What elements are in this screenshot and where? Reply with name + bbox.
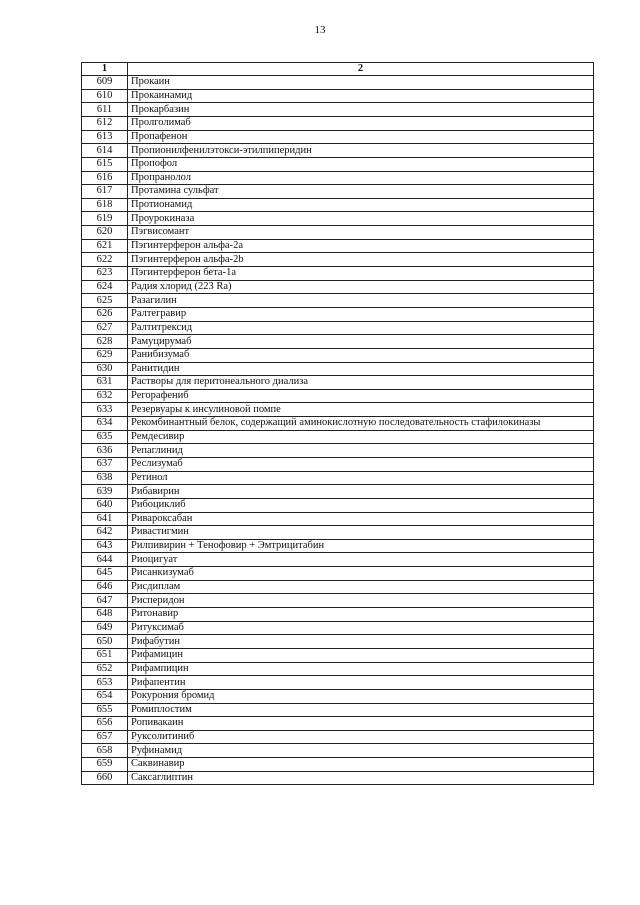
row-number-cell: 638 xyxy=(82,471,128,485)
row-number-cell: 639 xyxy=(82,485,128,499)
row-number-cell: 630 xyxy=(82,362,128,376)
table-row xyxy=(82,580,594,594)
row-number-cell: 656 xyxy=(82,717,128,731)
drug-name-cell: Прокаин xyxy=(128,76,594,90)
table-row xyxy=(82,307,594,321)
table-row xyxy=(82,362,594,376)
row-number-cell: 628 xyxy=(82,335,128,349)
table-row xyxy=(82,676,594,690)
row-number-cell: 615 xyxy=(82,157,128,171)
table-row xyxy=(82,253,594,267)
table-row xyxy=(82,635,594,649)
drug-name-cell: Пропофол xyxy=(128,157,594,171)
row-number-cell: 614 xyxy=(82,144,128,158)
drug-name-cell: Саквинавир xyxy=(128,758,594,772)
row-number-cell: 631 xyxy=(82,376,128,390)
drug-name-cell: Рисдиплам xyxy=(128,580,594,594)
table-row xyxy=(82,212,594,226)
table-row xyxy=(82,703,594,717)
drug-name-cell: Ритонавир xyxy=(128,608,594,622)
row-number-cell: 636 xyxy=(82,444,128,458)
row-number-cell: 652 xyxy=(82,662,128,676)
drug-name-cell: Рокурония бромид xyxy=(128,689,594,703)
row-number-cell: 645 xyxy=(82,567,128,581)
table-row xyxy=(82,144,594,158)
drug-name-cell: Рибоциклиб xyxy=(128,498,594,512)
row-number-cell: 616 xyxy=(82,171,128,185)
table-row xyxy=(82,89,594,103)
drug-name-cell: Ретинол xyxy=(128,471,594,485)
row-number-cell: 640 xyxy=(82,498,128,512)
row-number-cell: 643 xyxy=(82,539,128,553)
table-row xyxy=(82,335,594,349)
row-number-cell: 657 xyxy=(82,730,128,744)
row-number-cell: 651 xyxy=(82,648,128,662)
table-row xyxy=(82,280,594,294)
row-number-cell: 629 xyxy=(82,348,128,362)
row-number-cell: 650 xyxy=(82,635,128,649)
row-number-cell: 624 xyxy=(82,280,128,294)
page-number: 13 xyxy=(314,24,326,36)
drug-name-cell: Пэгвисомант xyxy=(128,226,594,240)
table-row xyxy=(82,321,594,335)
drug-name-cell: Риоцигуат xyxy=(128,553,594,567)
row-number-cell: 653 xyxy=(82,676,128,690)
table-row xyxy=(82,376,594,390)
table-row xyxy=(82,130,594,144)
table-row xyxy=(82,458,594,472)
table-row xyxy=(82,185,594,199)
drug-name-cell: Проурокиназа xyxy=(128,212,594,226)
drug-name-cell: Радия хлорид (223 Ra) xyxy=(128,280,594,294)
table-row xyxy=(82,417,594,431)
drug-name-cell: Репаглинид xyxy=(128,444,594,458)
drug-name-cell: Руксолитиниб xyxy=(128,730,594,744)
row-number-cell: 623 xyxy=(82,267,128,281)
row-number-cell: 642 xyxy=(82,526,128,540)
table-row xyxy=(82,662,594,676)
row-number-cell: 609 xyxy=(82,76,128,90)
row-number-cell: 658 xyxy=(82,744,128,758)
table-row xyxy=(82,348,594,362)
drug-name-cell: Ранибизумаб xyxy=(128,348,594,362)
drug-name-cell: Рекомбинантный белок, содержащий аминокислотную последовательность стафилокиназы xyxy=(128,417,594,431)
drug-name-cell: Пэгинтерферон альфа-2b xyxy=(128,253,594,267)
drug-name-cell: Растворы для перитонеального диализа xyxy=(128,376,594,390)
drug-name-cell: Ромиплостим xyxy=(128,703,594,717)
table-row xyxy=(82,171,594,185)
table-row xyxy=(82,594,594,608)
drug-name-cell: Рифампицин xyxy=(128,662,594,676)
table-row xyxy=(82,567,594,581)
table-row xyxy=(82,758,594,772)
row-number-cell: 646 xyxy=(82,580,128,594)
row-number-cell: 637 xyxy=(82,458,128,472)
row-number-cell: 632 xyxy=(82,389,128,403)
drug-name-cell: Рифапентин xyxy=(128,676,594,690)
drug-name-cell: Ралтегравир xyxy=(128,307,594,321)
drug-name-cell: Рамуцирумаб xyxy=(128,335,594,349)
drug-name-cell: Рифамицин xyxy=(128,648,594,662)
row-number-cell: 621 xyxy=(82,239,128,253)
drug-name-cell: Рисперидон xyxy=(128,594,594,608)
column-header-name: 2 xyxy=(128,63,594,76)
table-row xyxy=(82,444,594,458)
row-number-cell: 610 xyxy=(82,89,128,103)
drug-name-cell: Пэгинтерферон бета-1а xyxy=(128,267,594,281)
table-row xyxy=(82,553,594,567)
table-row xyxy=(82,471,594,485)
row-number-cell: 659 xyxy=(82,758,128,772)
drug-name-cell: Ранитидин xyxy=(128,362,594,376)
table-body xyxy=(82,76,594,785)
row-number-cell: 655 xyxy=(82,703,128,717)
drug-name-cell: Рисанкизумаб xyxy=(128,567,594,581)
drug-name-cell: Руфинамид xyxy=(128,744,594,758)
row-number-cell: 618 xyxy=(82,198,128,212)
drug-name-cell: Рибавирин xyxy=(128,485,594,499)
table-row xyxy=(82,403,594,417)
drug-name-cell: Реслизумаб xyxy=(128,458,594,472)
table-row xyxy=(82,294,594,308)
drug-name-cell: Ралтитрексид xyxy=(128,321,594,335)
drug-name-cell: Ропивакаин xyxy=(128,717,594,731)
row-number-cell: 612 xyxy=(82,116,128,130)
row-number-cell: 648 xyxy=(82,608,128,622)
table-row xyxy=(82,485,594,499)
drug-name-cell: Пролголимаб xyxy=(128,116,594,130)
drug-name-cell: Пэгинтерферон альфа-2а xyxy=(128,239,594,253)
row-number-cell: 647 xyxy=(82,594,128,608)
row-number-cell: 619 xyxy=(82,212,128,226)
drug-name-cell: Прокарбазин xyxy=(128,103,594,117)
table-row xyxy=(82,157,594,171)
table-row xyxy=(82,76,594,90)
row-number-cell: 641 xyxy=(82,512,128,526)
drug-list-table xyxy=(81,62,594,785)
table-row xyxy=(82,239,594,253)
table-row xyxy=(82,730,594,744)
table-row xyxy=(82,648,594,662)
drug-name-cell: Ривастигмин xyxy=(128,526,594,540)
table-row xyxy=(82,267,594,281)
drug-name-cell: Резервуары к инсулиновой помпе xyxy=(128,403,594,417)
row-number-cell: 626 xyxy=(82,307,128,321)
table-row xyxy=(82,389,594,403)
table-row xyxy=(82,430,594,444)
table-row xyxy=(82,226,594,240)
row-number-cell: 625 xyxy=(82,294,128,308)
row-number-cell: 617 xyxy=(82,185,128,199)
table-row xyxy=(82,103,594,117)
row-number-cell: 654 xyxy=(82,689,128,703)
row-number-cell: 613 xyxy=(82,130,128,144)
drug-name-cell: Пропафенон xyxy=(128,130,594,144)
drug-name-cell: Пропионилфенилэтокси-этилпиперидин xyxy=(128,144,594,158)
drug-name-cell: Рилпивирин + Тенофовир + Эмтрицитабин xyxy=(128,539,594,553)
drug-name-cell: Рифабутин xyxy=(128,635,594,649)
row-number-cell: 627 xyxy=(82,321,128,335)
table-row xyxy=(82,512,594,526)
table-row xyxy=(82,608,594,622)
row-number-cell: 649 xyxy=(82,621,128,635)
row-number-cell: 660 xyxy=(82,771,128,785)
table-row xyxy=(82,717,594,731)
table-row xyxy=(82,689,594,703)
drug-name-cell: Разагилин xyxy=(128,294,594,308)
drug-name-cell: Саксаглиптин xyxy=(128,771,594,785)
column-header-number: 1 xyxy=(82,63,128,76)
drug-name-cell: Ремдесивир xyxy=(128,430,594,444)
drug-name-cell: Пропранолол xyxy=(128,171,594,185)
drug-name-cell: Протионамид xyxy=(128,198,594,212)
row-number-cell: 620 xyxy=(82,226,128,240)
row-number-cell: 644 xyxy=(82,553,128,567)
table-row xyxy=(82,744,594,758)
row-number-cell: 635 xyxy=(82,430,128,444)
row-number-cell: 611 xyxy=(82,103,128,117)
drug-name-cell: Регорафениб xyxy=(128,389,594,403)
table-header-row xyxy=(82,63,594,76)
table-row xyxy=(82,539,594,553)
table-row xyxy=(82,771,594,785)
drug-name-cell: Прокаинамид xyxy=(128,89,594,103)
table-row xyxy=(82,198,594,212)
drug-name-cell: Ритуксимаб xyxy=(128,621,594,635)
table-row xyxy=(82,621,594,635)
row-number-cell: 634 xyxy=(82,417,128,431)
table-row xyxy=(82,498,594,512)
drug-name-cell: Ривароксабан xyxy=(128,512,594,526)
table-row xyxy=(82,526,594,540)
row-number-cell: 633 xyxy=(82,403,128,417)
row-number-cell: 622 xyxy=(82,253,128,267)
drug-name-cell: Протамина сульфат xyxy=(128,185,594,199)
table-row xyxy=(82,116,594,130)
